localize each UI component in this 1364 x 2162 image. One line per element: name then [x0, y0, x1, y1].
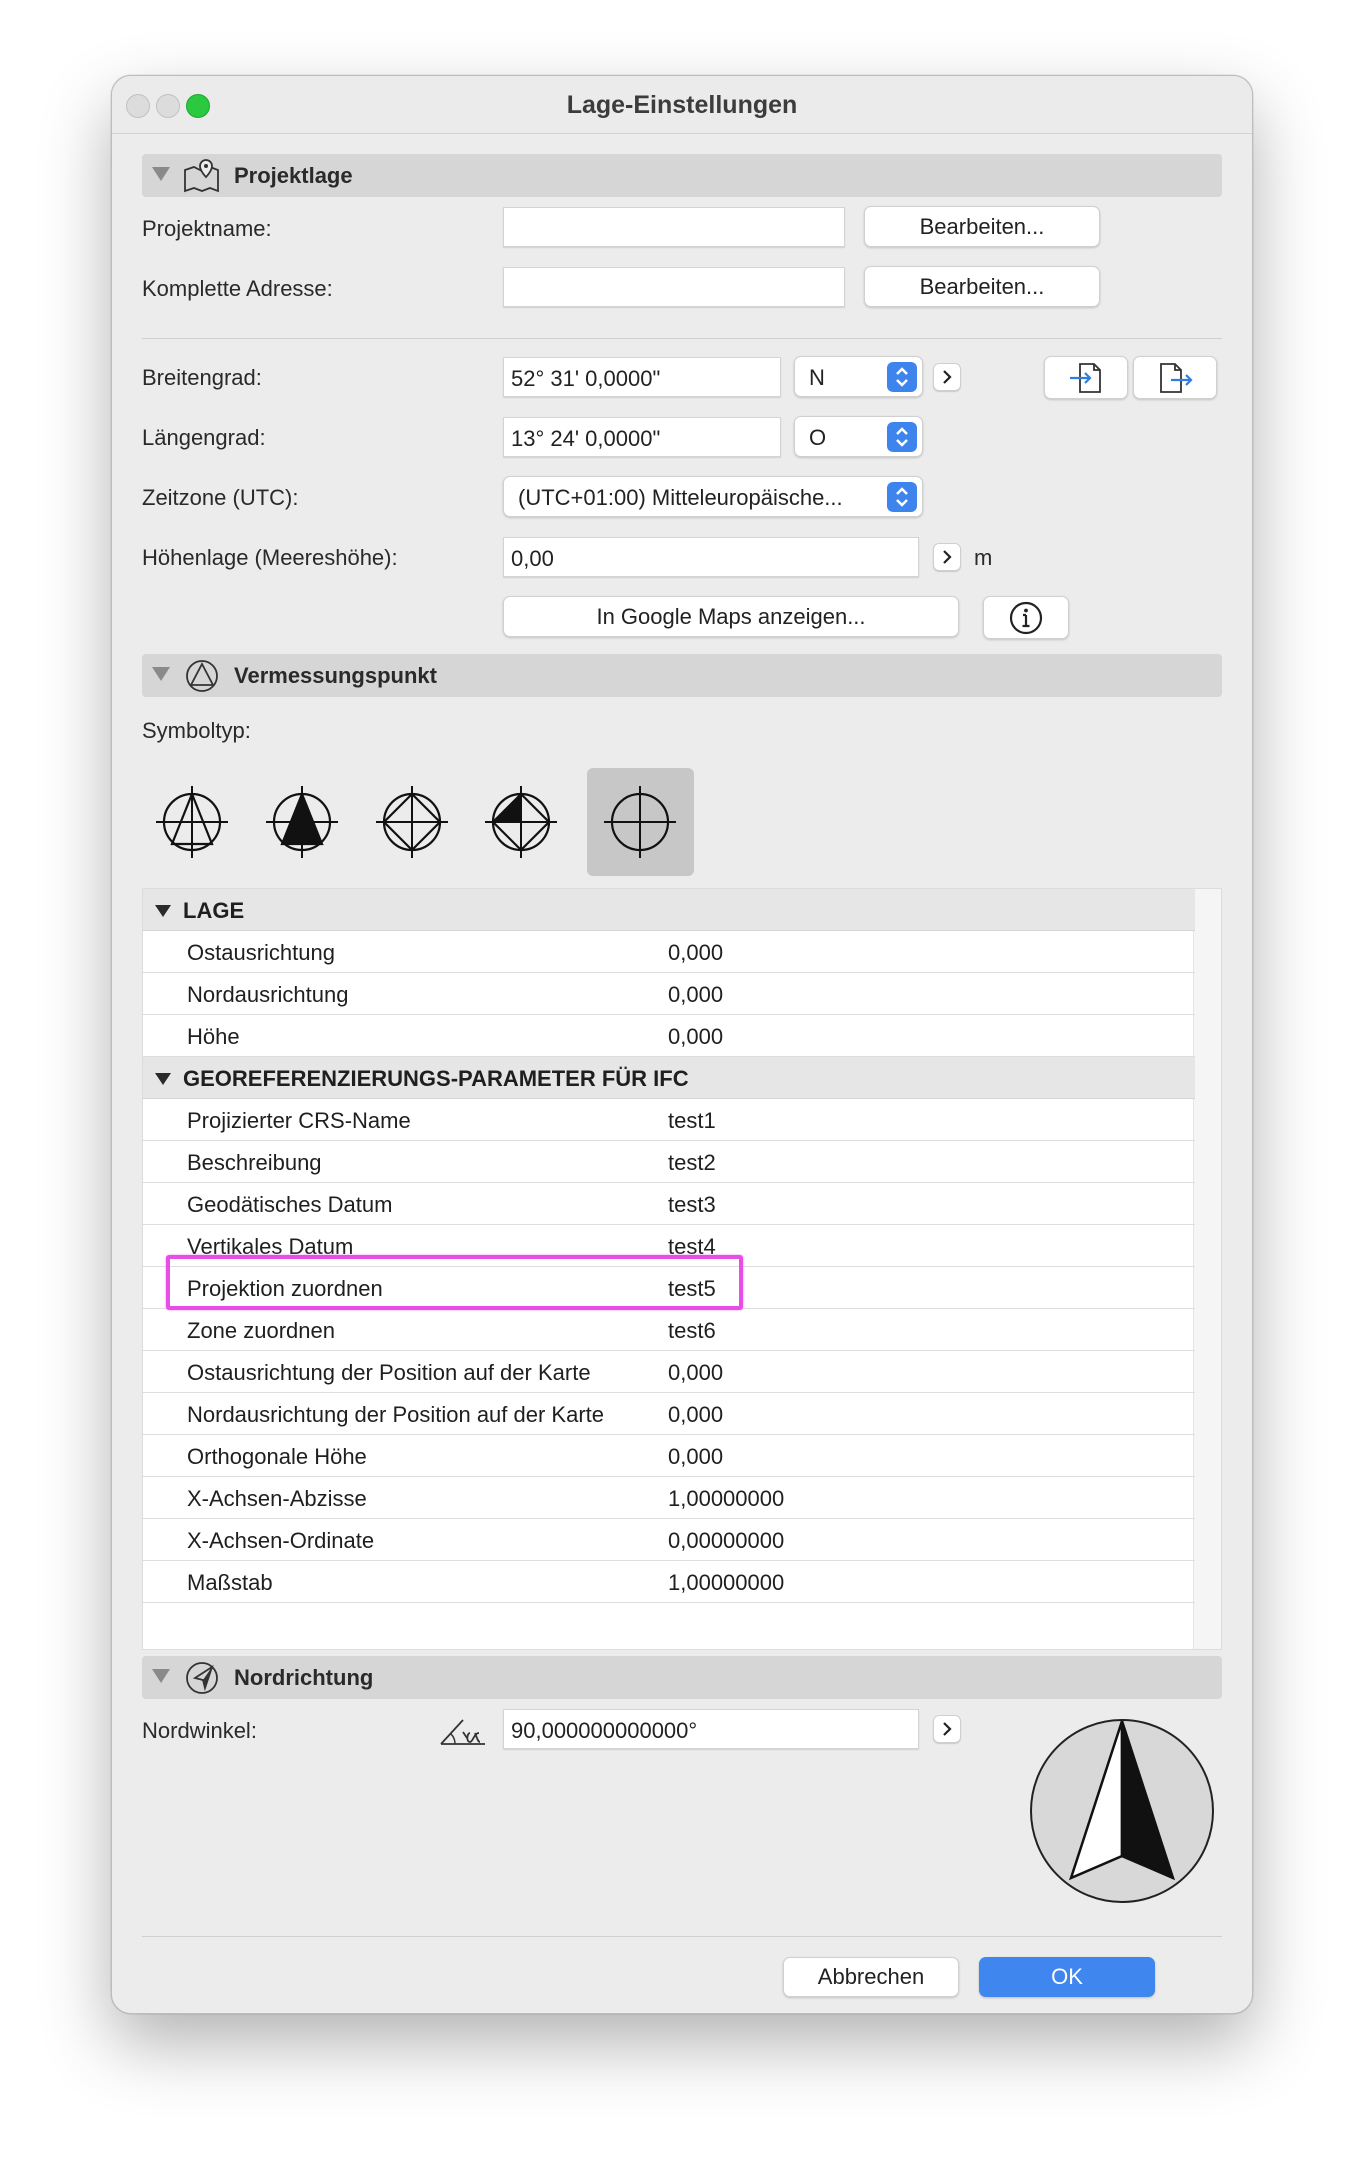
nordwinkel-more-button[interactable]: [933, 1715, 961, 1743]
highlight-annotation: [166, 1255, 743, 1310]
row-key: Ostausrichtung der Position auf der Karte: [187, 1360, 591, 1385]
section-projektlage-header[interactable]: [142, 154, 1222, 197]
zeitzone-value: (UTC+01:00) Mitteleuropäische...: [518, 485, 843, 510]
hoehenlage-label: Höhenlage (Meereshöhe):: [142, 545, 398, 570]
disclosure-triangle-icon[interactable]: [152, 1669, 170, 1683]
nordwinkel-input[interactable]: 90,000000000000°: [503, 1709, 919, 1749]
hoehenlage-more-button[interactable]: [933, 543, 961, 571]
info-icon: [1006, 598, 1046, 638]
laengengrad-direction-select[interactable]: [794, 416, 923, 457]
table-row[interactable]: [143, 973, 1195, 1015]
import-location-button[interactable]: [1044, 356, 1128, 399]
table-row[interactable]: [143, 1099, 1195, 1141]
group-georeferenzierung[interactable]: [143, 1057, 1195, 1099]
row-value[interactable]: 0,000: [668, 1444, 724, 1469]
row-value[interactable]: 0,00000000: [668, 1528, 785, 1553]
zeitzone-select[interactable]: [503, 476, 923, 517]
survey-symbol-triangle-outline-icon[interactable]: [152, 782, 232, 862]
projektname-input[interactable]: [503, 207, 845, 247]
survey-point-icon: [182, 656, 222, 694]
row-key: Nordausrichtung der Position auf der Karte: [187, 1402, 605, 1427]
survey-symbol-half-filled-diamond-icon[interactable]: [481, 782, 561, 862]
edit-projektname-button[interactable]: Bearbeiten...: [864, 206, 1100, 247]
survey-symbol-crosshair-icon[interactable]: [600, 782, 680, 862]
title-bar: [112, 76, 1252, 134]
angle-icon: [437, 1714, 489, 1748]
adresse-label: Komplette Adresse:: [142, 276, 333, 301]
footer-separator: [142, 1936, 1222, 1937]
row-value[interactable]: 0,000: [668, 1360, 724, 1385]
row-key: Nordausrichtung: [187, 982, 349, 1007]
zeitzone-label: Zeitzone (UTC):: [142, 485, 299, 510]
survey-symbol-cross-circle-diamond-icon[interactable]: [372, 782, 452, 862]
export-location-button[interactable]: [1133, 356, 1217, 399]
table-row[interactable]: [143, 1141, 1195, 1183]
row-key: X-Achsen-Abzisse: [187, 1486, 367, 1511]
laengengrad-input[interactable]: 13° 24' 0,0000": [503, 417, 781, 457]
row-key: X-Achsen-Ordinate: [187, 1528, 375, 1553]
row-value[interactable]: 0,000: [668, 982, 724, 1007]
breitengrad-input[interactable]: 52° 31' 0,0000": [503, 357, 781, 397]
group-title: GEOREFERENZIERUNGS-PARAMETER FÜR IFC: [183, 1066, 689, 1091]
import-file-icon: [1064, 358, 1108, 398]
chevron-right-icon: [934, 364, 960, 390]
table-row[interactable]: [143, 931, 1195, 973]
table-row[interactable]: [143, 1351, 1195, 1393]
nordwinkel-label: Nordwinkel:: [142, 1718, 257, 1743]
vertical-scrollbar[interactable]: [1193, 889, 1221, 1649]
projektname-label: Projektname:: [142, 216, 272, 241]
select-stepper-icon: [887, 482, 917, 512]
edit-adresse-button[interactable]: Bearbeiten...: [864, 266, 1100, 307]
separator: [142, 338, 1222, 339]
disclosure-triangle-icon[interactable]: [152, 667, 170, 681]
row-key: Ostausrichtung: [187, 940, 335, 965]
table-row[interactable]: [143, 1393, 1195, 1435]
row-key: Geodätisches Datum: [187, 1192, 393, 1217]
row-value[interactable]: 1,00000000: [668, 1486, 785, 1511]
hoehenlage-input[interactable]: 0,00: [503, 537, 919, 577]
laengengrad-direction-value: O: [809, 425, 827, 450]
disclosure-triangle-icon[interactable]: [152, 167, 170, 181]
row-value[interactable]: test6: [668, 1318, 716, 1343]
north-arrow-preview-icon: [1027, 1716, 1217, 1906]
row-value[interactable]: test1: [668, 1108, 716, 1133]
expand-triangle-icon[interactable]: [155, 905, 171, 917]
row-value[interactable]: 1,00000000: [668, 1570, 785, 1595]
table-row[interactable]: [143, 1477, 1195, 1519]
table-row[interactable]: [143, 1519, 1195, 1561]
survey-symbol-triangle-filled-icon[interactable]: [262, 782, 342, 862]
group-title: LAGE: [183, 898, 245, 923]
row-value[interactable]: 0,000: [668, 940, 724, 965]
section-title: Projektlage: [234, 163, 353, 188]
section-title: Vermessungspunkt: [234, 663, 437, 688]
map-pin-icon: [182, 156, 222, 194]
row-key: Beschreibung: [187, 1150, 322, 1175]
row-value[interactable]: 0,000: [668, 1402, 724, 1427]
breitengrad-direction-value: N: [809, 365, 825, 390]
select-stepper-icon: [887, 422, 917, 452]
section-vermessungspunkt-header[interactable]: [142, 654, 1222, 697]
group-lage[interactable]: [143, 889, 1195, 931]
expand-triangle-icon[interactable]: [155, 1073, 171, 1085]
hoehenlage-unit: m: [974, 545, 993, 570]
breitengrad-direction-select[interactable]: [794, 356, 923, 397]
laengengrad-label: Längengrad:: [142, 425, 266, 450]
row-value[interactable]: test3: [668, 1192, 716, 1217]
select-stepper-icon: [887, 362, 917, 392]
section-nordrichtung-header[interactable]: [142, 1656, 1222, 1699]
compass-icon: [182, 1658, 222, 1696]
row-value[interactable]: test2: [668, 1150, 716, 1175]
row-key: Maßstab: [187, 1570, 273, 1595]
breitengrad-label: Breitengrad:: [142, 365, 262, 390]
chevron-right-icon: [934, 544, 960, 570]
table-row[interactable]: [143, 1435, 1195, 1477]
google-maps-button[interactable]: In Google Maps anzeigen...: [503, 596, 959, 637]
row-key: Zone zuordnen: [187, 1318, 335, 1343]
info-button[interactable]: [983, 596, 1069, 639]
row-key: Projizierter CRS-Name: [187, 1108, 411, 1133]
window-title: Lage-Einstellungen: [566, 91, 798, 119]
row-value[interactable]: test4: [668, 1234, 716, 1259]
table-row[interactable]: [143, 1561, 1195, 1603]
symboltyp-label: Symboltyp:: [142, 718, 251, 743]
export-file-icon: [1153, 358, 1197, 398]
section-title: Nordrichtung: [234, 1665, 374, 1690]
row-value[interactable]: test5: [668, 1276, 716, 1301]
table-row[interactable]: [143, 1015, 1195, 1057]
row-key: Höhe: [187, 1024, 240, 1049]
row-key: Orthogonale Höhe: [187, 1444, 367, 1469]
table-row[interactable]: [143, 1309, 1195, 1351]
row-key: Vertikales Datum: [187, 1234, 354, 1259]
table-row[interactable]: [143, 1183, 1195, 1225]
row-key: Projektion zuordnen: [187, 1276, 383, 1301]
chevron-right-icon: [934, 1716, 960, 1742]
row-value[interactable]: 0,000: [668, 1024, 724, 1049]
settings-dialog: [111, 75, 1253, 2014]
cancel-button[interactable]: Abbrechen: [783, 1957, 959, 1997]
ok-button[interactable]: OK: [979, 1957, 1155, 1997]
breitengrad-more-button[interactable]: [933, 363, 961, 391]
adresse-input[interactable]: [503, 267, 845, 307]
